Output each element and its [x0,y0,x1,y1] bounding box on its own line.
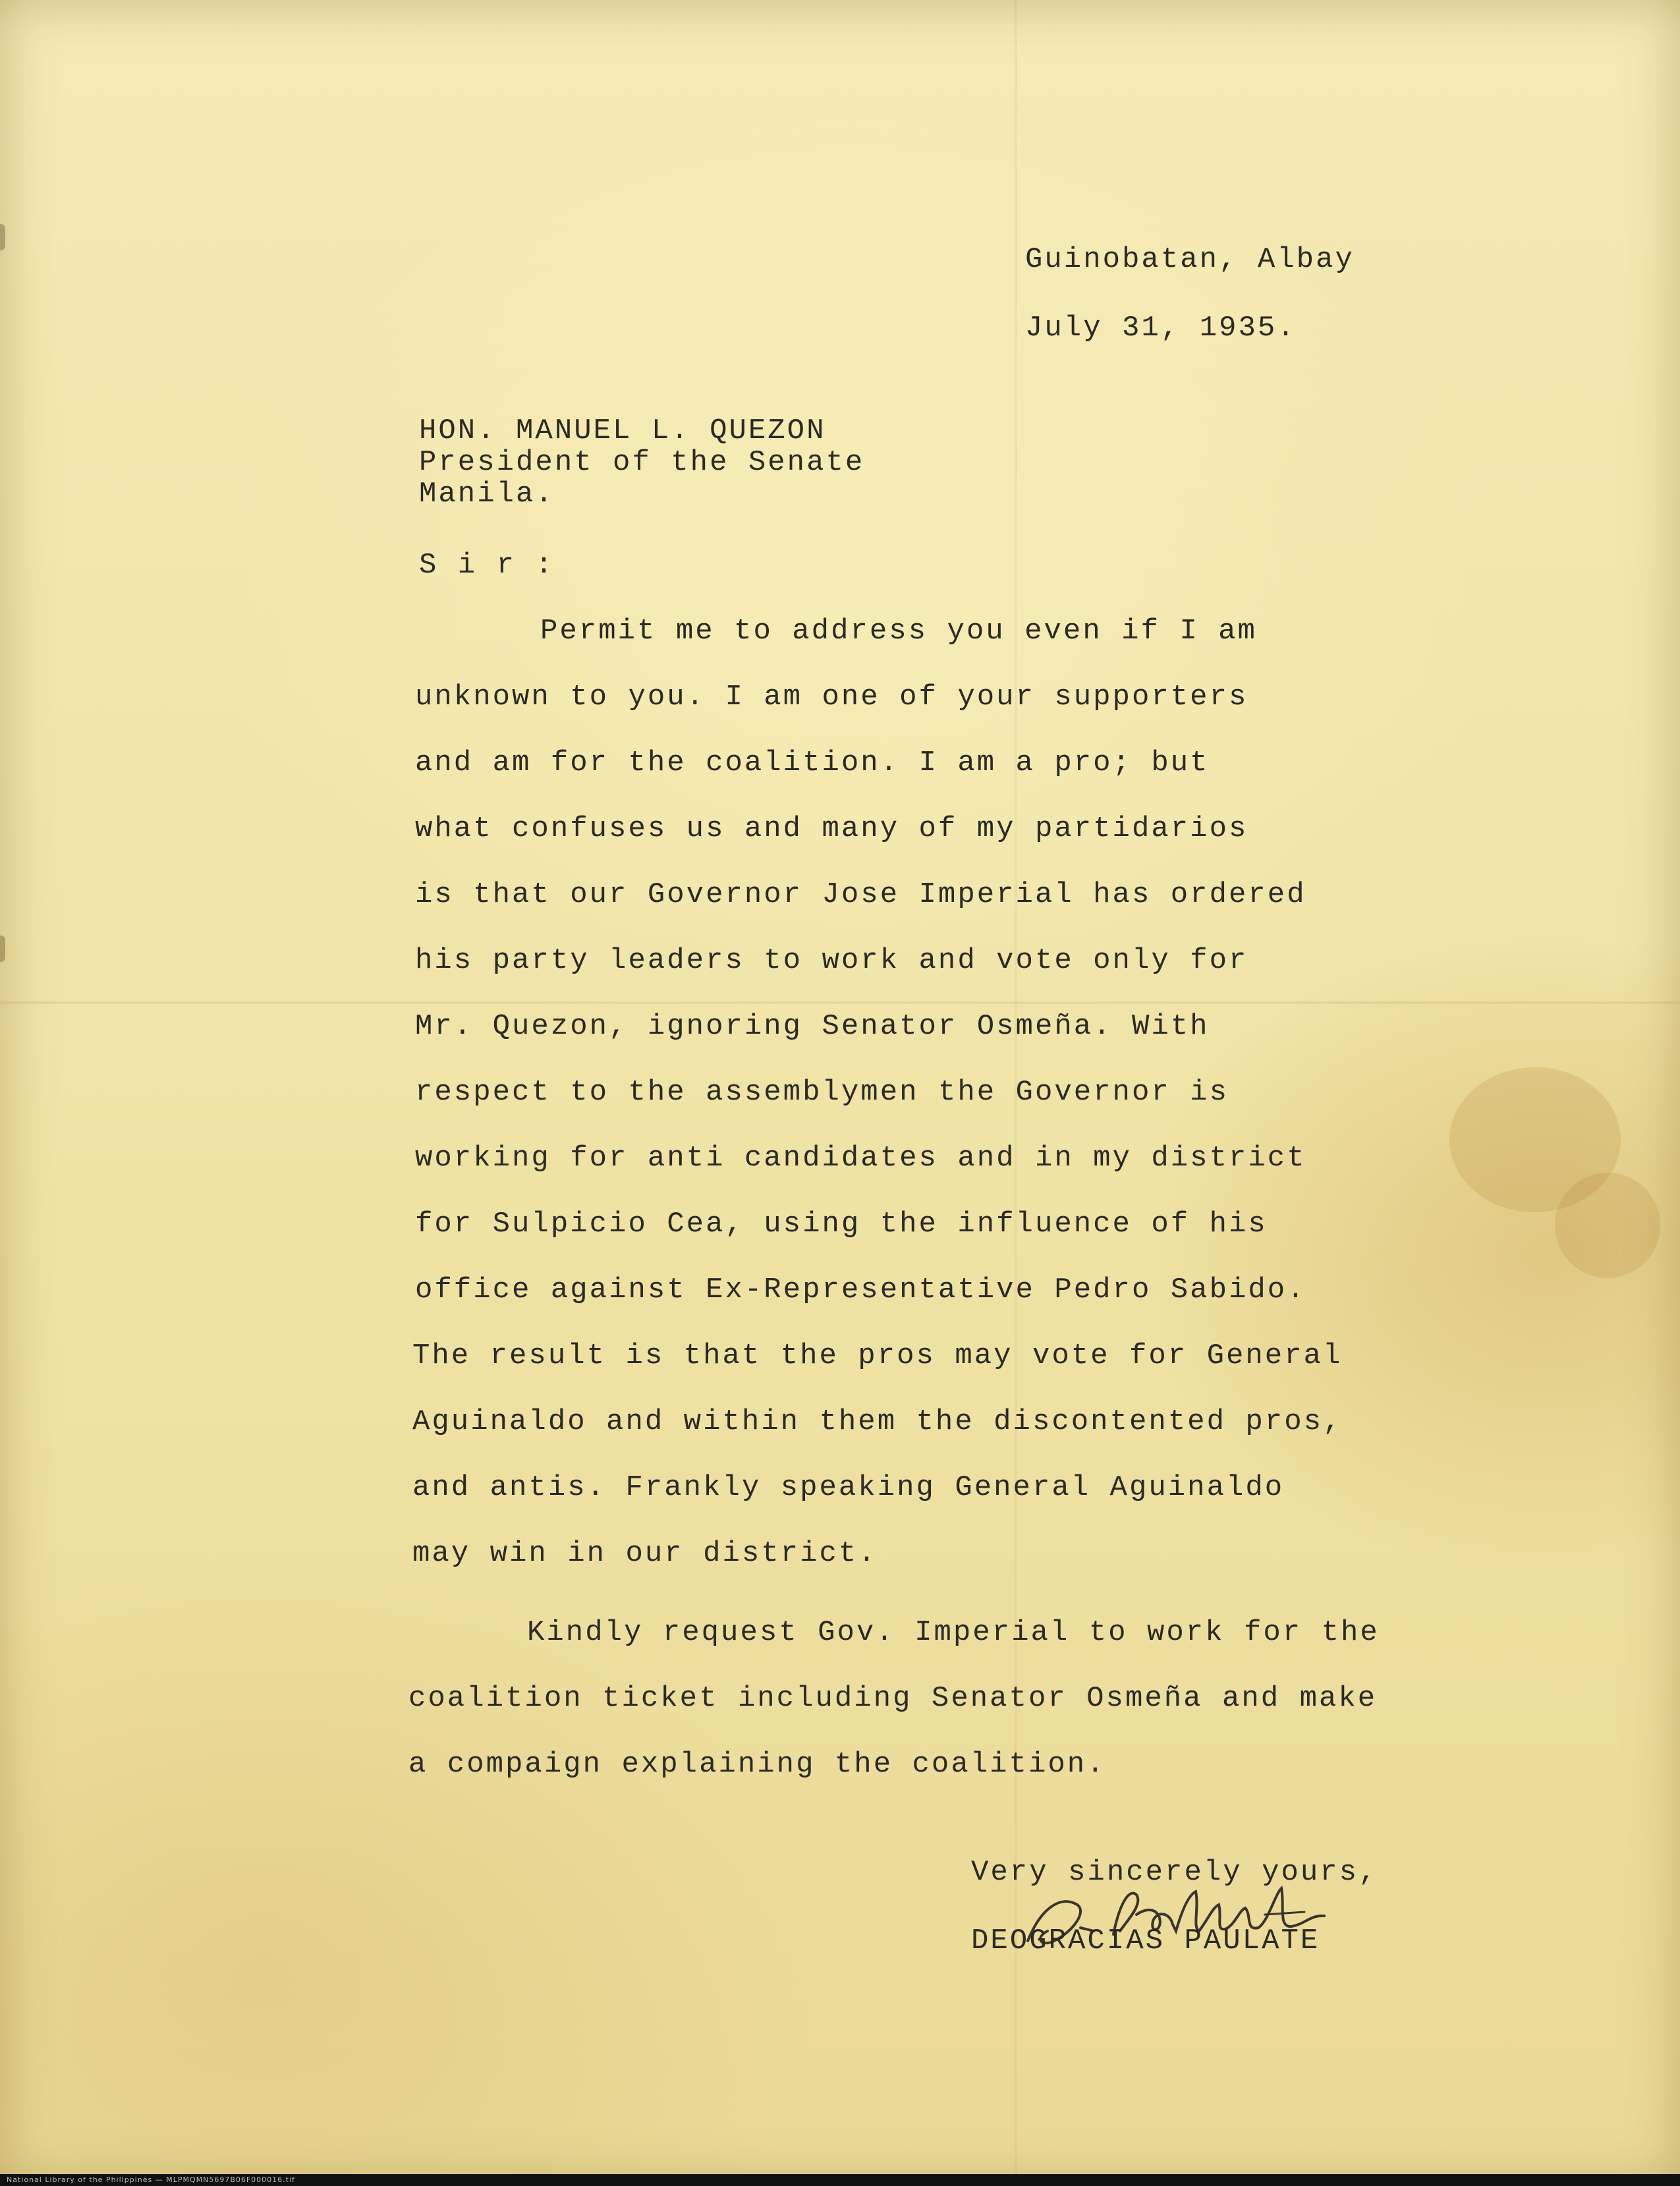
body-line: for Sulpicio Cea, using the influence of his [415,1208,1268,1241]
closing: Very sincerely yours, [971,1856,1378,1889]
body-line: office against Ex-Representative Pedro Sabido. [415,1274,1306,1306]
addressee-name: HON. MANUEL L. QUEZON [419,414,826,447]
letter-date: July 31, 1935. [1025,312,1297,345]
body-line: and antis. Frankly speaking General Aguinaldo [412,1471,1285,1504]
signer-name: DEOGRACIAS PAULATE [971,1924,1320,1957]
body-line: what confuses us and many of my partidarios [415,812,1248,845]
signature-stroke [1265,1912,1304,1915]
body-line: respect to the assemblymen the Governor is [415,1076,1229,1109]
paper-stain [1555,1173,1660,1278]
body-line: The result is that the pros may vote for General [412,1339,1343,1372]
binding-mark [0,224,5,250]
binding-mark [0,936,5,962]
body-line: may win in our district. [412,1537,878,1570]
body-line: working for anti candidates and in my district [415,1142,1306,1175]
paper-fold [0,1001,1680,1004]
addressee-title: President of the Senate [419,446,865,479]
body-line: Permit me to address you even if I am [540,615,1257,648]
body-line: Aguinaldo and within them the discontented pros, [412,1405,1343,1438]
salutation: S i r : [419,549,555,582]
letter-place: Guinobatan, Albay [1025,243,1355,276]
scan-footer-text: National Library of the Philippines — MLPMQMN5697B06F000016.tif [7,2175,295,2184]
body-line: Kindly request Gov. Imperial to work for the [527,1616,1380,1649]
body-line: coalition ticket including Senator Osmeña and make [408,1682,1378,1715]
body-line: Mr. Quezon, ignoring Senator Osmeña. With [415,1010,1210,1043]
body-line: a compaign explaining the coalition. [408,1748,1106,1781]
addressee-city: Manila. [419,478,555,511]
body-line: is that our Governor Jose Imperial has ordered [415,878,1306,911]
body-line: and am for the coalition. I am a pro; but [415,746,1210,779]
body-line: unknown to you. I am one of your supporters [415,681,1248,714]
body-line: his party leaders to work and vote only for [415,944,1248,977]
